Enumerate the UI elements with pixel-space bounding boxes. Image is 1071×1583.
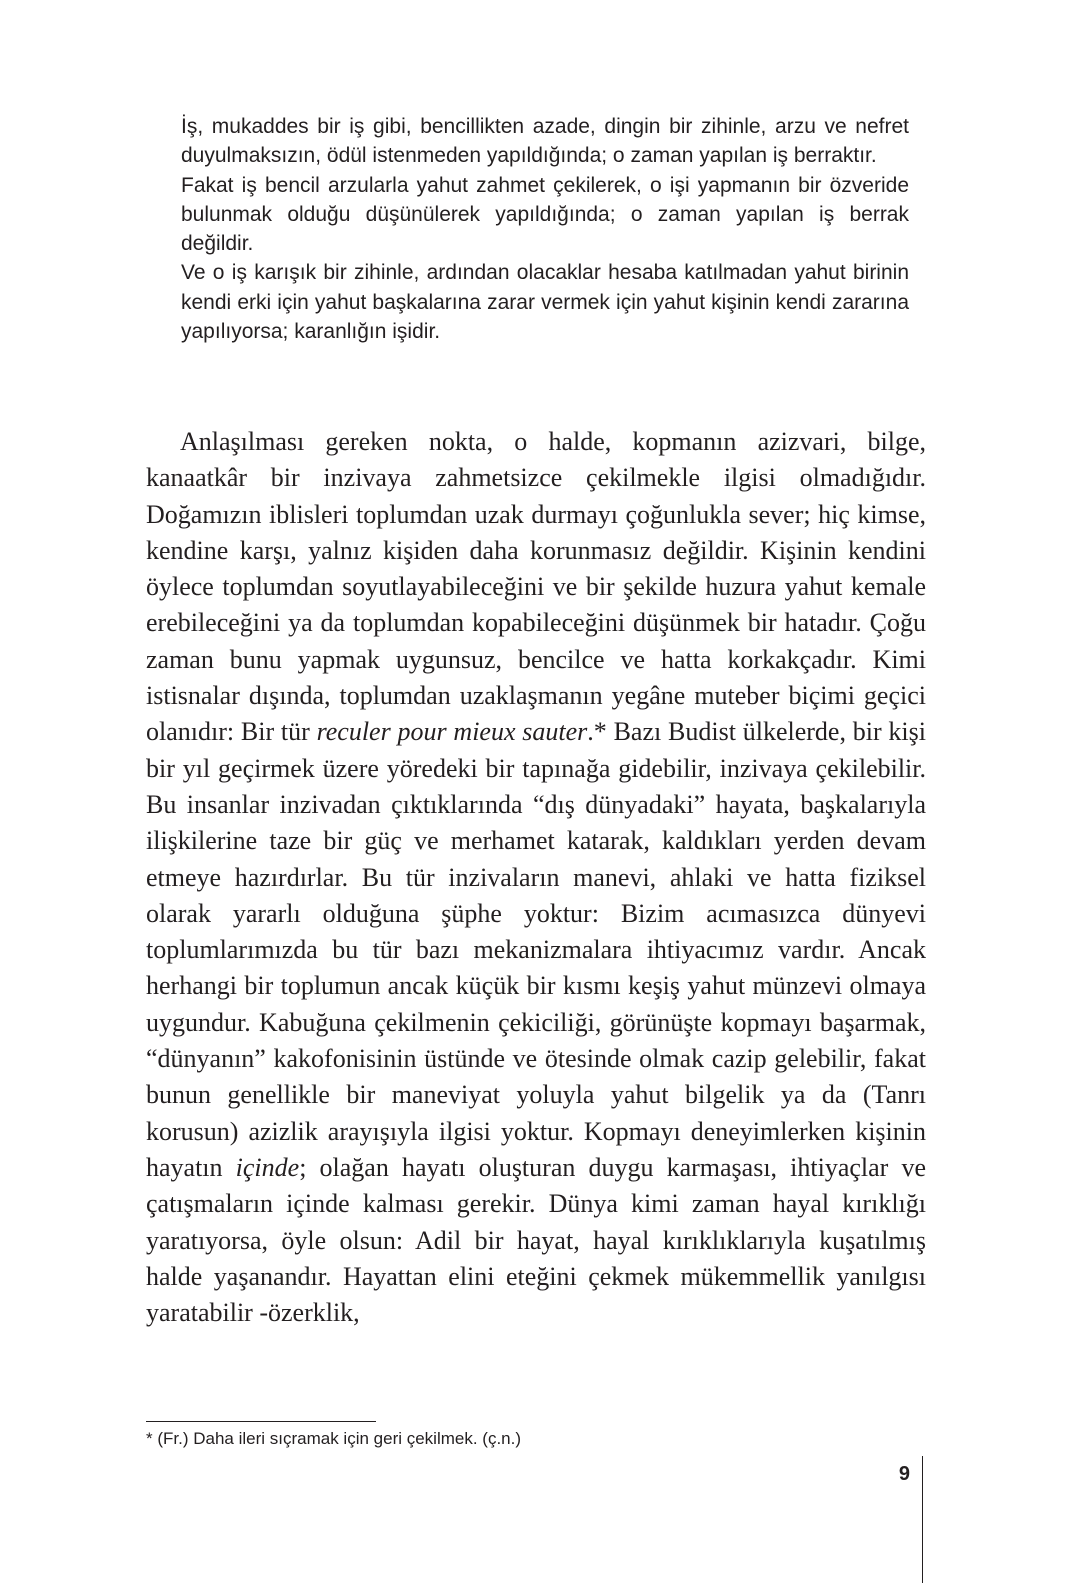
footnote: * (Fr.) Daha ileri sıçramak için geri çekilmek. (ç.n.) (146, 1429, 522, 1448)
quote-paragraph-3: Ve o iş karışık bir zihinle, ardından olacaklar hesaba katılmadan yahut birinin kendi erki için yahut başkalarına zarar vermek için yahut kişinin kendi zararına yapılıyorsa; karanlığın işidir. (181, 261, 909, 344)
body-paragraph (146, 424, 926, 1331)
body-italic-phrase-1: reculer pour mieux sauter (316, 717, 588, 747)
body-text-part-3: ; olağan hayatı oluşturan duygu karmaşası, ihtiyaçlar ve çatışmaların içinde kalması gerekir. Dünya kimi zaman hayal kırıklığı yaratıyorsa, öyle olsun: Adil bir hayat, hayal kırıklıklarıyla kuşatılmış halde yaşanandır. Hayattan elini eteğini çekmek mükemmellik yanılgısı yaratabilir -özerklik, (146, 1152, 927, 1328)
body-text (146, 424, 926, 1331)
margin-rule (922, 1456, 923, 1583)
body-text-part-2: .* Bazı Budist ülkelerde, bir kişi bir yıl geçirmek üzere yöredeki bir tapınağa gidebilir, inzivaya çekilebilir. Bu insanlar inzivadan çıktıklarında “dış dünyadaki” hayata, başkalarıyla ilişkilerine taze bir güç ve merhamet katarak, kaldıkları yerden devam etmeye hazırdırlar. Bu tür inzivaların manevi, ahlaki ve hatta fiziksel olarak yararlı olduğuna şüphe yoktur: Bizim acımasızca dünyevi toplumlarımızda bu tür bazı mekanizmalara ihtiyacımız vardır. Ancak herhangi bir toplumun ancak küçük bir kısmı keşiş yahut münzevi olmaya uygundur. Kabuğuna çekilmenin çekiciliği, görünüşte kopmayı başarmak, “dünyanın” kakofonisinin üstünde ve ötesinde olmak cazip gelebilir, fakat bunun genellikle bir maneviyat yoluyla yahut bilgelik ya da (Tanrı korusun) azizlik arayışıyla ilgisi yoktur. Kopmayı deneyimlerken kişinin hayatın (146, 717, 926, 1182)
body-italic-phrase-2: içinde (235, 1152, 300, 1182)
footnote-divider (146, 1421, 376, 1422)
body-text-part-1: Anlaşılması gereken nokta, o halde, kopmanın azizvari, bilge, kanaatkâr bir inzivaya zahmetsizce çekilmekle ilgisi olmadığıdır. Doğamızın iblisleri toplumdan uzak durmayı çoğunlukla sever; hiç kimse, kendine karşı, yalnız kişiden daha korunmasız değildir. Kişinin kendini öylece toplumdan soyutlayabileceğini ve bir şekilde huzura yahut kemale erebileceğini ya da toplumdan kopabileceğini düşünmek bir hatadır. Çoğu zaman bunu yapmak uygunsuz, bencilce ve hatta korkakçadır. Kimi istisnalar dışında, toplumdan uzaklaşmanın yegâne muteber biçimi geçici olanıdır: Bir tür (146, 427, 926, 747)
quote-paragraph-2: Fakat iş bencil arzularla yahut zahmet çekilerek, o işi yapmanın bir özveride bulunmak olduğu düşünülerek yapıldığında; o zaman yapılan iş berrak değildir. (181, 173, 909, 256)
quote-paragraph-1: İş, mukaddes bir iş gibi, bencillikten azade, dingin bir zihinle, arzu ve nefret duyulmaksızın, ödül istenmeden yapıldığında; o zaman yapılan iş berraktır. (181, 115, 909, 168)
page-number: 9 (898, 1463, 910, 1485)
block-quote (181, 112, 909, 346)
